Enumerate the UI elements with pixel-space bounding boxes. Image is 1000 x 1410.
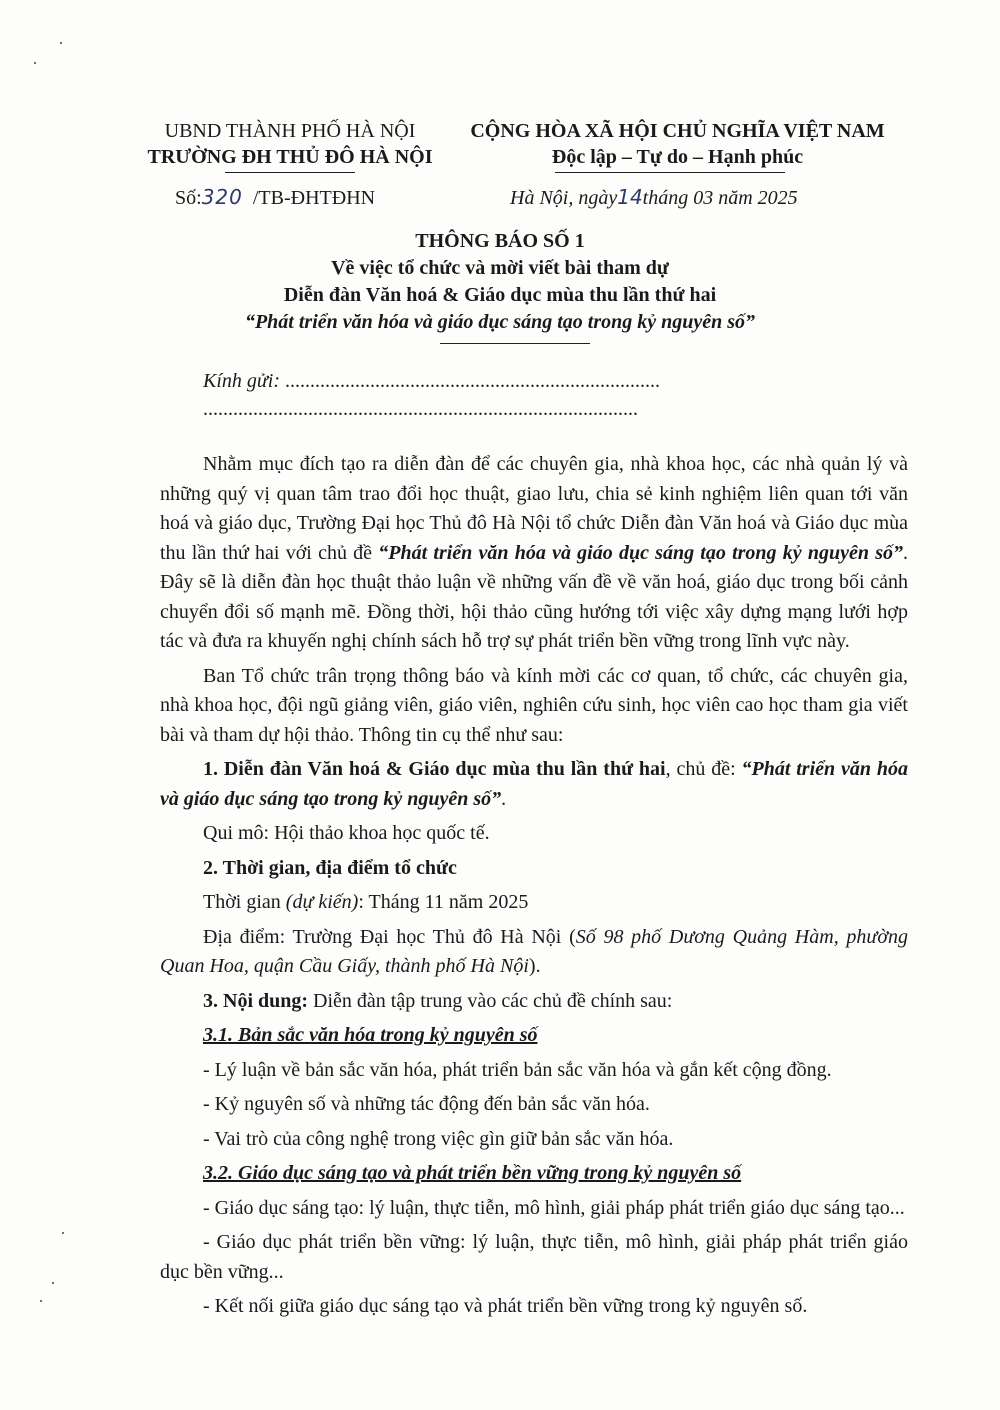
title-underline <box>440 343 590 344</box>
section-3-2-heading: 3.2. Giáo dục sáng tạo và phát triển bền vững trong kỷ nguyên số <box>203 1162 742 1184</box>
section-1-end: . <box>501 787 507 810</box>
section-1 <box>160 755 908 814</box>
place-address: Số 98 phố Dương Quảng Hàm, phường Quan Hoa, quận Cầu Giấy, thành phố Hà Nội <box>160 925 908 977</box>
date-suffix: tháng 03 năm 2025 <box>642 187 798 209</box>
section-3-2-item: - Kết nối giữa giáo dục sáng tạo và phát triển bền vững trong kỷ nguyên số. <box>203 1295 808 1317</box>
motto-underline <box>555 172 785 173</box>
section-3-1-item: - Vai trò của công nghệ trong việc gìn giữ bản sắc văn hóa. <box>203 1127 674 1150</box>
time-note: (dự kiến) <box>285 891 359 913</box>
recipient-dots-2: ....................................................................................... <box>203 398 638 420</box>
recipient-line <box>203 370 660 393</box>
time-line <box>160 888 908 918</box>
section-3-1-item: - Kỷ nguyên số và những tác động đến bản sắc văn hóa. <box>203 1093 650 1115</box>
issuer-line2: TRƯỜNG ĐH THỦ ĐÔ HÀ NỘI <box>147 146 433 168</box>
national-title: CỘNG HÒA XÃ HỘI CHỦ NGHĨA VIỆT NAM <box>470 120 885 142</box>
section-3-2-item: - Giáo dục phát triển bền vững: lý luận, thực tiễn, mô hình, giải pháp phát triển giáo dục bền vững... <box>160 1231 908 1283</box>
document-number <box>175 185 375 210</box>
notice-title: THÔNG BÁO SỐ 1 <box>415 230 585 252</box>
issuer-underline <box>225 172 355 173</box>
section-3-2-item: - Giáo dục sáng tạo: lý luận, thực tiễn, mô hình, giải pháp phát triển giáo dục sáng tạo... <box>203 1196 905 1219</box>
date-prefix: Hà Nội, ngày <box>510 187 618 209</box>
number-label: Số: <box>175 187 202 209</box>
section-3-1-item: - Lý luận về bản sắc văn hóa, phát triển bản sắc văn hóa và gắn kết cộng đồng. <box>203 1058 832 1081</box>
section-1-theme: “Phát triển văn hóa và giáo dục sáng tạo trong kỷ nguyên số” <box>160 758 908 810</box>
national-header <box>455 118 900 170</box>
issuer-block <box>140 118 440 170</box>
scan-speck <box>52 1282 54 1284</box>
national-motto: Độc lập – Tự do – Hạnh phúc <box>551 146 804 168</box>
notice-subject: Về việc tổ chức và mời viết bài tham dự <box>331 257 669 279</box>
number-suffix: /TB-ĐHTĐHN <box>252 187 376 209</box>
handwritten-number: 320 <box>201 185 243 209</box>
place-end: ). <box>528 955 541 977</box>
handwritten-day: 14 <box>617 185 643 209</box>
document-body <box>160 450 908 1327</box>
scan-speck <box>60 42 62 44</box>
section-3-heading: 3. Nội dung: <box>203 989 309 1012</box>
section-2-heading: 2. Thời gian, địa điểm tổ chức <box>203 856 457 879</box>
invitation-paragraph: Ban Tổ chức trân trọng thông báo và kính mời các cơ quan, tổ chức, các chuyên gia, nhà khoa học, đội ngũ giảng viên, giáo viên, nghiên cứu sinh, học viên cao học tham gia viết bài và tham dự hội thảo. Thông tin cụ thể như sau: <box>160 664 908 746</box>
intro-text-b: . Đây sẽ là diễn đàn học thuật thảo luận về những vấn đề về văn hoá, giáo dục trong bối cảnh chuyển đổi số mạnh mẽ. Đồng thời, hội thảo cũng hướng tới việc xây dựng mạng lưới hợp tác và đưa ra khuyến nghị chính sách hỗ trợ sự phát triển bền vững trong lĩnh vực này. <box>160 541 908 652</box>
section-1-heading: 1. Diễn đàn Văn hoá & Giáo dục mùa thu lần thứ hai <box>203 758 666 780</box>
intro-text-a: Nhằm mục đích tạo ra diễn đàn để các chuyên gia, nhà khoa học, các nhà quản lý và những quý vị quan tâm trao đổi học thuật, giao lưu, chia sẻ kinh nghiệm liên quan tới văn hoá và giáo dục, Trường Đại học Thủ đô Hà Nội tổ chức Diễn đàn Văn hoá và Giáo dục mùa thu lần thứ hai với chủ đề <box>160 453 908 564</box>
issuer-line1: UBND THÀNH PHỐ HÀ NỘI <box>164 120 416 142</box>
section-1-mid: , chủ đề: <box>665 758 742 780</box>
recipient-label: Kính gửi: <box>203 370 281 392</box>
section-3 <box>160 987 908 1017</box>
forum-name: Diễn đàn Văn hoá & Giáo dục mùa thu lần thứ hai <box>283 284 717 306</box>
section-3-1-heading: 3.1. Bản sắc văn hóa trong kỷ nguyên số <box>203 1024 538 1046</box>
time-label: Thời gian <box>203 891 286 913</box>
scan-speck <box>40 1300 42 1302</box>
scale-line: Qui mô: Hội thảo khoa học quốc tế. <box>203 822 490 844</box>
time-value: : Tháng 11 năm 2025 <box>358 891 529 913</box>
recipient-dots-1: ........................................................................... <box>285 370 661 392</box>
forum-theme: “Phát triển văn hóa và giáo dục sáng tạo trong kỷ nguyên số” <box>244 311 756 333</box>
place-line <box>160 923 908 982</box>
place-label: Địa điểm: Trường Đại học Thủ đô Hà Nội ( <box>203 925 576 948</box>
scan-speck <box>62 1232 64 1234</box>
intro-theme: “Phát triển văn hóa và giáo dục sáng tạo trong kỷ nguyên số” <box>378 541 903 564</box>
section-3-rest: Diễn đàn tập trung vào các chủ đề chính sau: <box>308 989 673 1012</box>
scan-speck <box>34 62 36 64</box>
intro-paragraph <box>160 450 908 657</box>
document-date <box>510 185 798 210</box>
